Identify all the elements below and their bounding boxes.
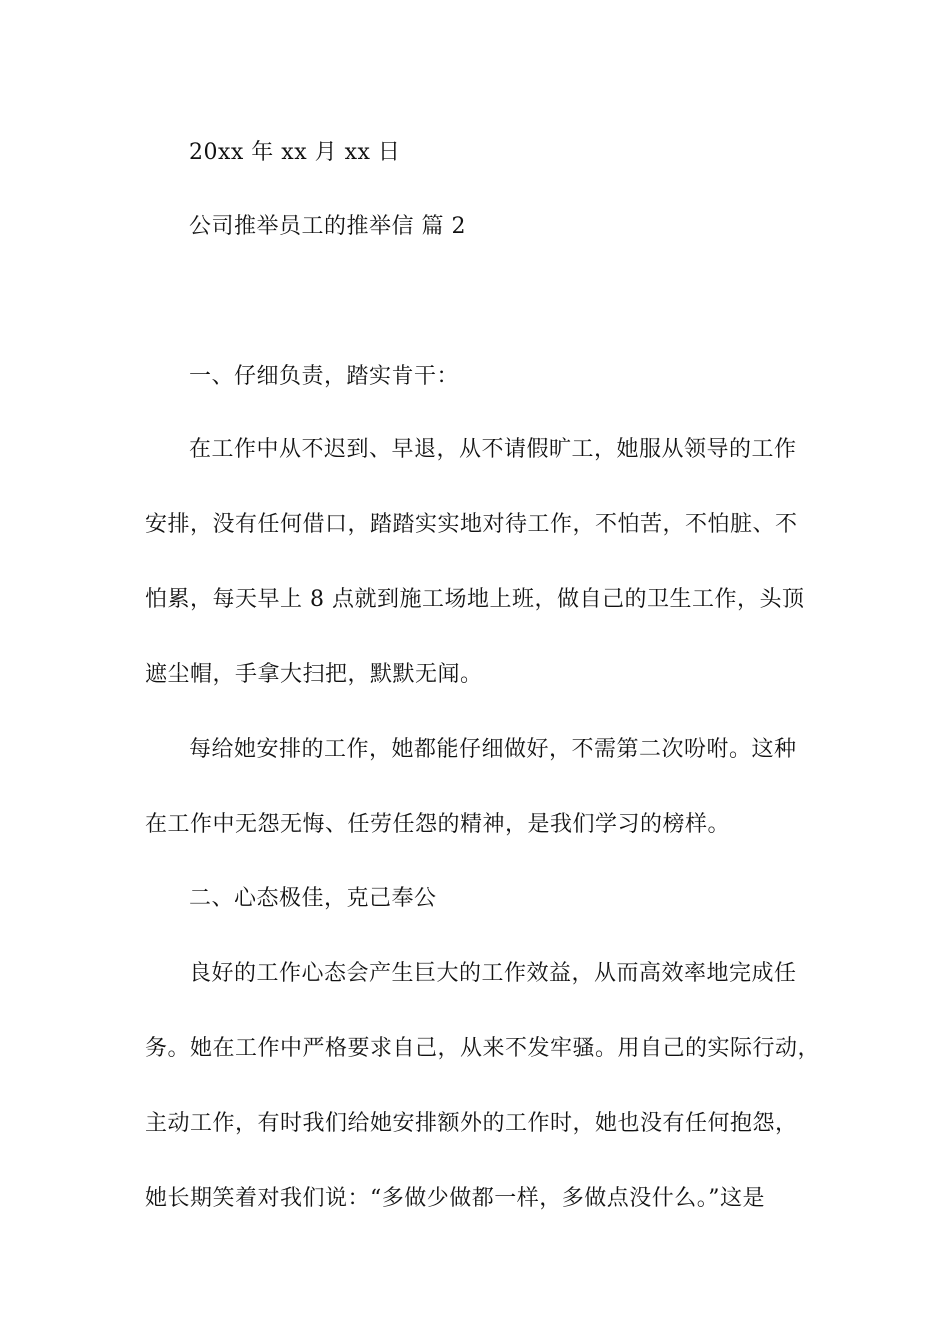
paragraph-1-line-4: 遮尘帽，手拿大扫把，默默无闻。 <box>145 662 483 687</box>
section-1-heading: 一、仔细负责，踏实肯干： <box>189 364 460 389</box>
paragraph-2-line-1: 每给她安排的工作，她都能仔细做好，不需第二次吩咐。这种 <box>189 737 797 762</box>
paragraph-3-line-4: 她长期笑着对我们说：“多做少做都一样，多做点没什么。”这是 <box>145 1186 765 1211</box>
letter-title: 公司推举员工的推举信 篇 2 <box>189 214 466 239</box>
paragraph-3-line-3: 主动工作，有时我们给她安排额外的工作时，她也没有任何抱怨， <box>145 1111 798 1136</box>
paragraph-3-line-2: 务。她在工作中严格要求自己，从来不发牢骚。用自己的实际行动， <box>145 1036 821 1061</box>
paragraph-3-line-1: 良好的工作心态会产生巨大的工作效益，从而高效率地完成任 <box>189 961 797 986</box>
paragraph-1-line-2: 安排，没有任何借口，踏踏实实地对待工作，不怕苦，不怕脏、不 <box>145 512 798 537</box>
paragraph-1-line-3: 怕累，每天早上 8 点就到施工场地上班，做自己的卫生工作，头顶 <box>145 587 805 612</box>
date-line: 20xx 年 xx 月 xx 日 <box>189 140 401 165</box>
paragraph-1-line-1: 在工作中从不迟到、早退，从不请假旷工，她服从领导的工作 <box>189 437 797 462</box>
paragraph-2-line-2: 在工作中无怨无悔、任劳任怨的精神，是我们学习的榜样。 <box>145 812 731 837</box>
section-2-heading: 二、心态极佳，克己奉公 <box>189 886 437 911</box>
